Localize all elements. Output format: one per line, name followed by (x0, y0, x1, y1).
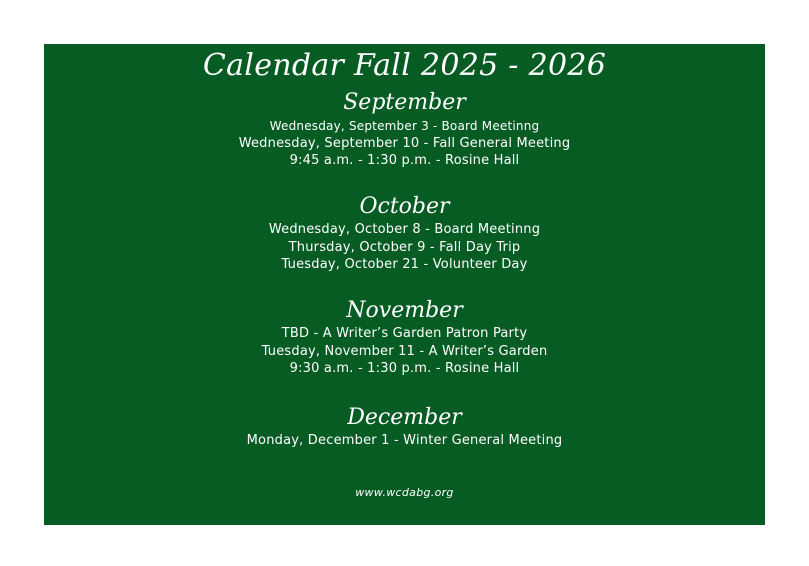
month-heading-december: December (347, 405, 462, 430)
event-line: 9:45 a.m. - 1:30 p.m. - Rosine Hall (289, 153, 520, 168)
event-line: Wednesday, October 8 - Board Meetinng (268, 222, 541, 237)
month-heading-october: October (359, 194, 450, 219)
month-heading-september: September (343, 90, 466, 115)
event-line: Wednesday, September 3 - Board Meetinng (269, 119, 540, 133)
event-line: 9:30 a.m. - 1:30 p.m. - Rosine Hall (289, 361, 520, 376)
website-url: www.wcdabg.org (355, 486, 454, 499)
event-line: Wednesday, September 10 - Fall General Meeting (238, 136, 571, 151)
month-heading-november: November (346, 298, 463, 323)
calendar-title: Calendar Fall 2025 - 2026 (202, 48, 607, 83)
event-line: Monday, December 1 - Winter General Meeting (246, 433, 563, 448)
event-line: Tuesday, November 11 - A Writer’s Garden (261, 344, 548, 359)
event-line: Thursday, October 9 - Fall Day Trip (288, 240, 521, 255)
calendar-panel (44, 44, 765, 525)
event-line: TBD - A Writer’s Garden Patron Party (281, 326, 528, 341)
event-line: Tuesday, October 21 - Volunteer Day (281, 257, 528, 272)
